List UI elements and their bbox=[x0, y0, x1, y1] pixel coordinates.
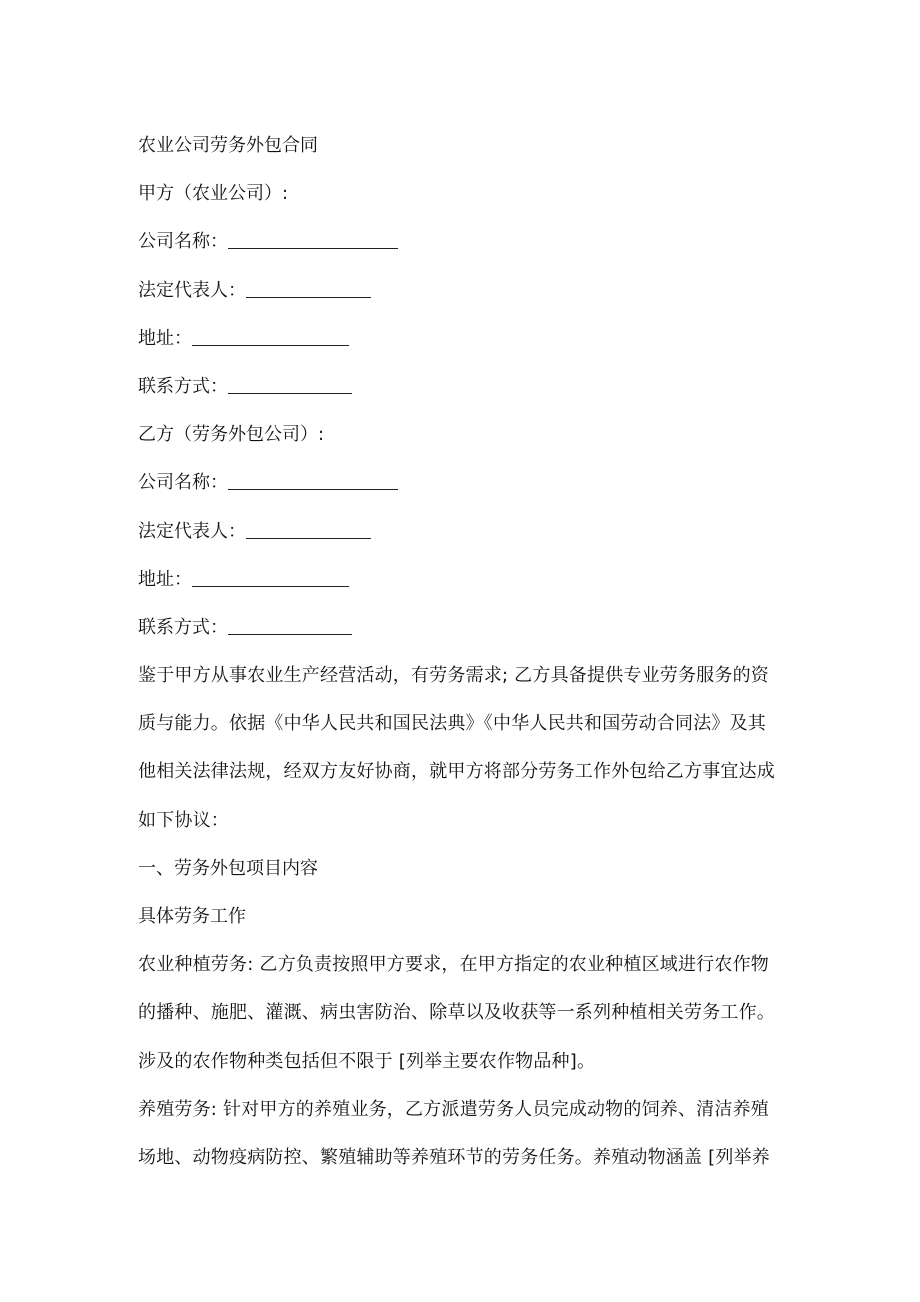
section-1-heading: 一、劳务外包项目内容 bbox=[138, 857, 318, 879]
document-title: 农业公司劳务外包合同 bbox=[138, 135, 318, 156]
party-b-contact-blank bbox=[228, 614, 352, 635]
party-a-contact-label: 联系方式： bbox=[138, 375, 228, 397]
party-a-rep-label: 法定代表人： bbox=[138, 279, 246, 301]
party-b-contact-label: 联系方式： bbox=[138, 616, 228, 638]
party-b-rep-blank bbox=[246, 518, 371, 539]
party-b-company-label: 公司名称： bbox=[138, 472, 228, 494]
planting-line: 农业种植劳务: 乙方负责按照甲方要求，在甲方指定的农业种植区域进行农作物 bbox=[138, 954, 769, 976]
party-a-heading: 甲方（农业公司）: bbox=[138, 183, 289, 205]
breeding-paragraph bbox=[138, 1086, 788, 1182]
party-b-rep-row bbox=[138, 508, 788, 556]
breeding-line: 场地、动物疫病防控、繁殖辅助等养殖环节的劳务任务。养殖动物涵盖 [列举养 bbox=[138, 1146, 770, 1168]
planting-paragraph bbox=[138, 941, 788, 1086]
party-a-contact-blank bbox=[228, 373, 352, 394]
planting-line: 涉及的农作物种类包括但不限于 [列举主要农作物品种]。 bbox=[138, 1050, 596, 1072]
party-b-address-row bbox=[138, 556, 788, 604]
party-b-address-blank bbox=[192, 566, 349, 587]
planting-line: 的播种、施肥、灌溉、病虫害防治、除草以及收获等一系列种植相关劳务工作。 bbox=[138, 1002, 775, 1024]
breeding-line: 养殖劳务: 针对甲方的养殖业务，乙方派遣劳务人员完成动物的饲养、清洁养殖 bbox=[138, 1098, 769, 1120]
party-b-rep-label: 法定代表人： bbox=[138, 520, 246, 542]
preamble-line: 他相关法律法规，经双方友好协商，就甲方将部分劳务工作外包给乙方事宜达成 bbox=[138, 761, 775, 783]
party-a-company-blank bbox=[228, 228, 398, 249]
party-b-company-row bbox=[138, 459, 788, 507]
party-a-address-blank bbox=[192, 325, 349, 346]
party-a-address-row bbox=[138, 315, 788, 363]
preamble-paragraph bbox=[138, 652, 788, 845]
party-b-heading: 乙方（劳务外包公司）: bbox=[138, 424, 325, 446]
party-a-rep-row bbox=[138, 267, 788, 315]
party-b-company-blank bbox=[228, 469, 398, 490]
party-a-company-row bbox=[138, 218, 788, 266]
party-b-contact-row bbox=[138, 604, 788, 652]
party-b-address-label: 地址： bbox=[138, 568, 192, 590]
preamble-line: 如下协议： bbox=[138, 809, 229, 831]
contract-page bbox=[138, 122, 788, 1182]
preamble-line: 质与能力。依据《中华人民共和国民法典》《中华人民共和国劳动合同法》及其 bbox=[138, 713, 766, 735]
party-a-address-label: 地址： bbox=[138, 327, 192, 349]
party-a-contact-row bbox=[138, 363, 788, 411]
party-a-rep-blank bbox=[246, 277, 371, 298]
party-a-company-label: 公司名称： bbox=[138, 231, 228, 253]
section-1-subheading: 具体劳务工作 bbox=[138, 906, 246, 927]
preamble-line: 鉴于甲方从事农业生产经营活动，有劳务需求; 乙方具备提供专业劳务服务的资 bbox=[138, 665, 769, 687]
